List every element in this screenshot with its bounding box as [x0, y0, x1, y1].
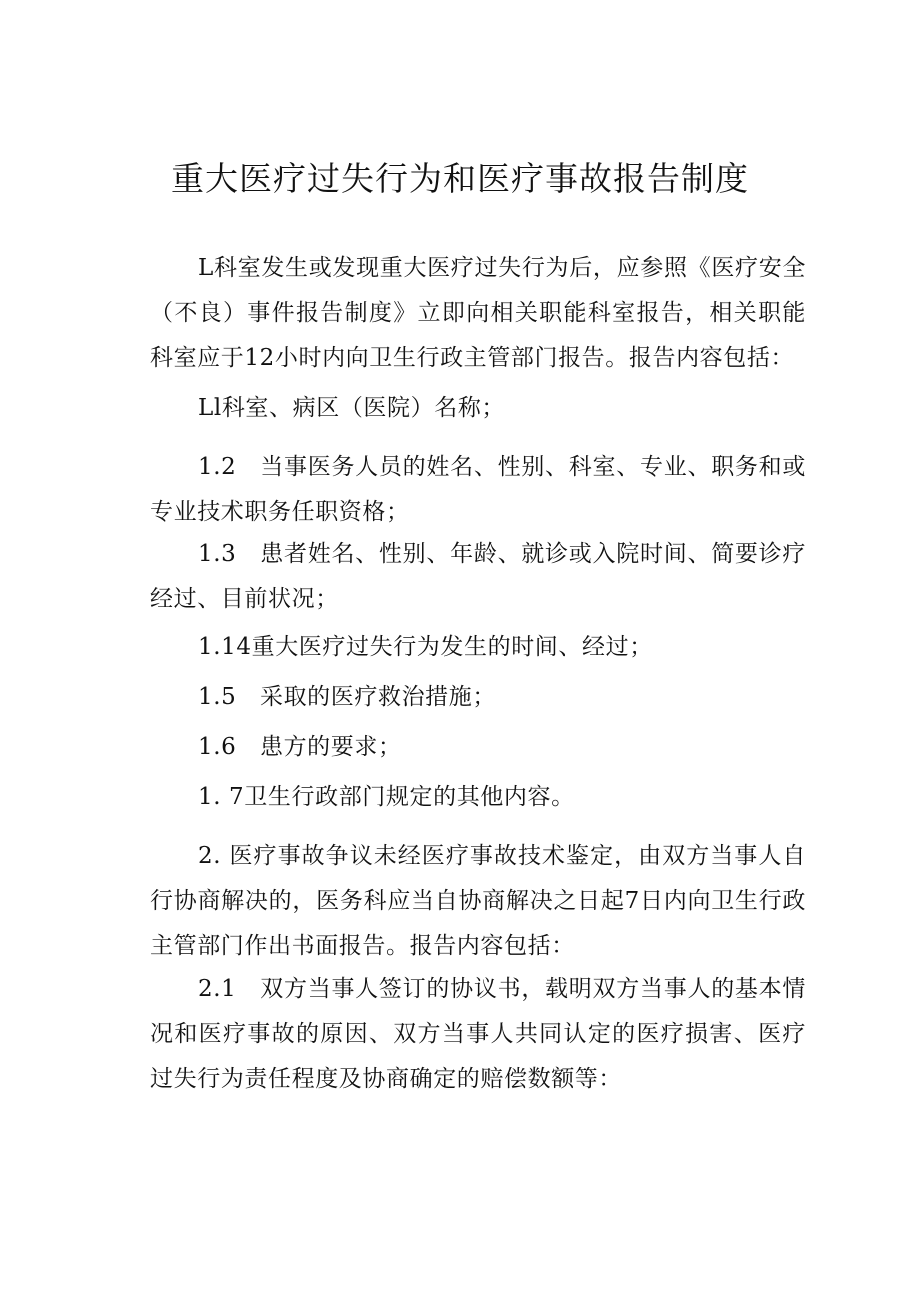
paragraph-1-1: Ll科室、病区（医院）名称； — [198, 395, 506, 421]
paragraph-2: 2. 医疗事故争议未经医疗事故技术鉴定，由双方当事人自行协商解决的，医务科应当自协商解决之日起7日内向卫生行政主管部门作出书面报告。报告内容包括： — [150, 843, 806, 959]
paragraph-1-4: 1.14重大医疗过失行为发生的时间、经过； — [198, 634, 653, 660]
document-title: 重大医疗过失行为和医疗事故报告制度 — [171, 159, 749, 198]
paragraph-1-3: 1.3 患者姓名、性别、年龄、就诊或入院时间、简要诊疗经过、目前状况； — [150, 541, 806, 612]
paragraph-1-2: 1.2 当事医务人员的姓名、性别、科室、专业、职务和或专业技术职务任职资格； — [150, 454, 806, 525]
paragraph-1-7: 1. 7卫生行政部门规定的其他内容。 — [198, 784, 575, 810]
paragraph-1: L科室发生或发现重大医疗过失行为后，应参照《医疗安全（不良）事件报告制度》立即向相关职能科室报告，相关职能科室应于12小时内向卫生行政主管部门报告。报告内容包括： — [150, 255, 806, 371]
paragraph-2-1: 2.1 双方当事人签订的协议书，载明双方当事人的基本情况和医疗事故的原因、双方当事人共同认定的医疗损害、医疗过失行为责任程度及协商确定的赔偿数额等： — [150, 976, 806, 1092]
paragraph-1-6: 1.6 患方的要求； — [198, 734, 402, 760]
paragraph-1-5: 1.5 采取的医疗救治措施； — [198, 684, 496, 710]
